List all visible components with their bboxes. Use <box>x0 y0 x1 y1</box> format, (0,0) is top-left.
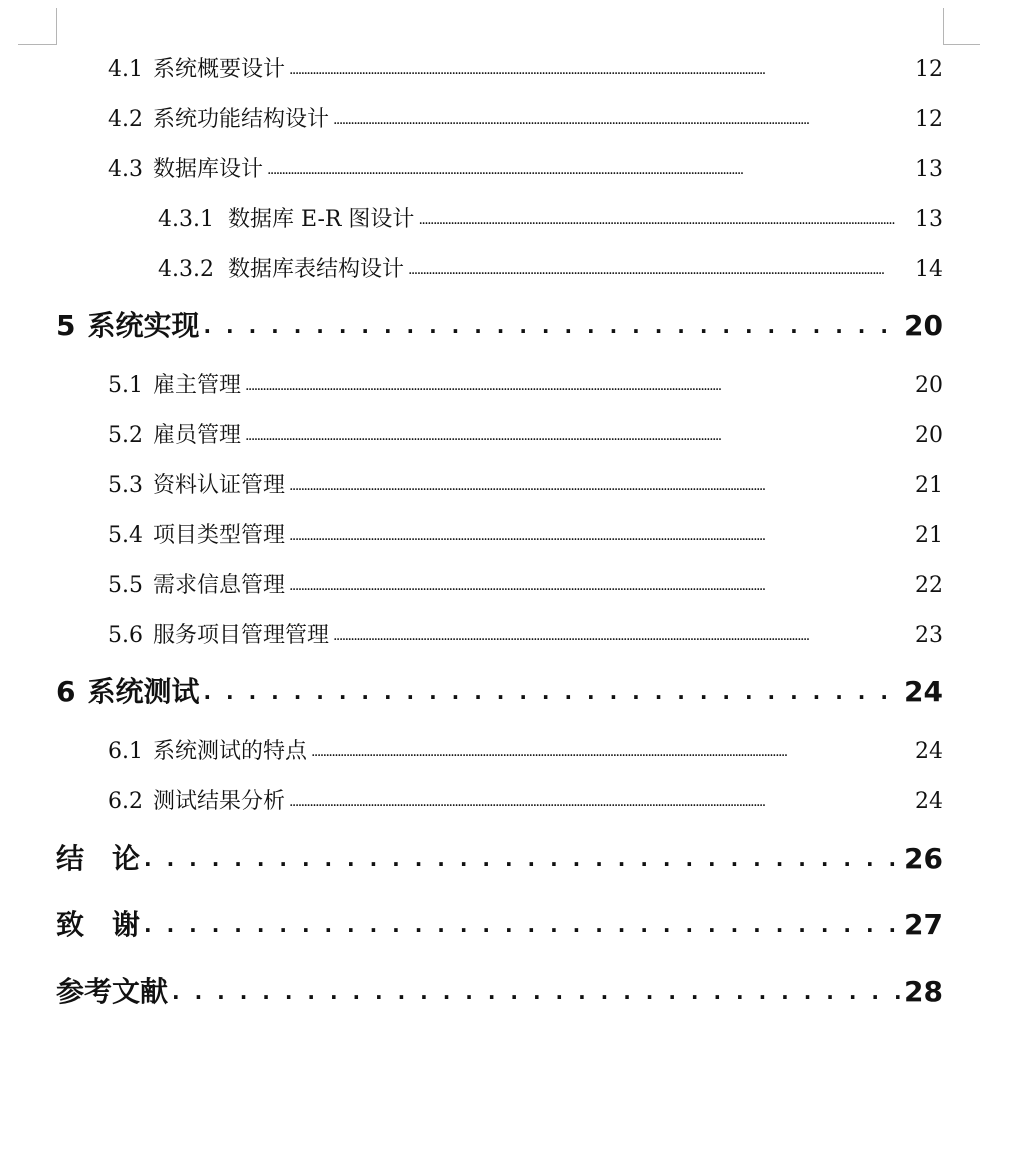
toc-leader-dots <box>289 787 911 817</box>
toc-number: 5 <box>56 309 76 342</box>
toc-number: 6.2 <box>108 789 143 814</box>
toc-title: 雇员管理 <box>153 423 242 448</box>
toc-leader-dots <box>245 371 911 401</box>
toc-entry-4-3-2[interactable] <box>158 255 943 285</box>
toc-number: 5.4 <box>108 523 143 548</box>
toc-number: 5.5 <box>108 573 143 598</box>
toc-entry-4-2[interactable] <box>108 105 943 135</box>
toc-page-number: 20 <box>915 423 943 448</box>
toc-page-number: 14 <box>915 257 943 282</box>
toc-conclusion[interactable] <box>56 839 943 879</box>
toc-page-number: 21 <box>915 473 943 498</box>
toc-page-number: 28 <box>904 975 943 1008</box>
toc-leader-dots <box>333 621 911 651</box>
toc-entry-5-4[interactable] <box>108 521 943 551</box>
toc-leader-dots <box>204 672 901 712</box>
toc-entry-4-3[interactable] <box>108 155 943 185</box>
toc-title: 数据库表结构设计 <box>227 257 404 282</box>
page-corner-mark-top-right <box>943 8 980 45</box>
toc-leader-dots <box>267 155 911 185</box>
toc-page-number: 24 <box>904 675 943 708</box>
toc-page-number: 23 <box>915 623 943 648</box>
toc-page-number: 22 <box>915 573 943 598</box>
toc-number: 4.2 <box>108 107 143 132</box>
toc-entry-5-3[interactable] <box>108 471 943 501</box>
toc-leader-dots <box>289 521 911 551</box>
toc-title: 数据库设计 <box>153 157 264 182</box>
toc-page-number: 13 <box>915 157 943 182</box>
toc-entry-5-1[interactable] <box>108 371 943 401</box>
toc-leader-dots <box>144 839 900 879</box>
toc-number: 4.3.1 <box>158 207 214 232</box>
toc-title: 项目类型管理 <box>153 523 286 548</box>
toc-leader-dots <box>204 306 901 346</box>
toc-page-number: 24 <box>915 739 943 764</box>
toc-title: 参考文献 <box>56 975 169 1008</box>
toc-page-number: 20 <box>915 373 943 398</box>
toc-entry-6-1[interactable] <box>108 737 943 767</box>
toc-leader-dots <box>245 421 911 451</box>
toc-leader-dots <box>289 55 911 85</box>
toc-number: 5.1 <box>108 373 143 398</box>
toc-title: 服务项目管理管理 <box>153 623 330 648</box>
toc-number: 5.3 <box>108 473 143 498</box>
toc-page-number: 21 <box>915 523 943 548</box>
toc-page-number: 12 <box>915 107 943 132</box>
toc-entry-4-3-1[interactable] <box>158 205 943 235</box>
toc-title: 系统实现 <box>87 309 200 342</box>
toc-title: 系统测试 <box>87 675 200 708</box>
toc-number: 6 <box>56 675 76 708</box>
toc-number: 6.1 <box>108 739 143 764</box>
toc-title: 结 论 <box>56 842 141 875</box>
toc-number: 5.2 <box>108 423 143 448</box>
toc-title: 资料认证管理 <box>153 473 286 498</box>
toc-entry-5-2[interactable] <box>108 421 943 451</box>
toc-page-number: 26 <box>904 842 943 875</box>
toc-entry-5-6[interactable] <box>108 621 943 651</box>
toc-number: 5.6 <box>108 623 143 648</box>
toc-number: 4.3.2 <box>158 257 214 282</box>
toc-title: 系统功能结构设计 <box>153 107 330 132</box>
toc-leader-dots <box>144 905 900 945</box>
toc-page-number: 24 <box>915 789 943 814</box>
toc-page-number: 27 <box>904 908 943 941</box>
toc-leader-dots <box>408 255 911 285</box>
toc-title: 致 谢 <box>56 908 141 941</box>
toc-number: 4.1 <box>108 57 143 82</box>
toc-entry-4-1[interactable] <box>108 55 943 85</box>
toc-title: 需求信息管理 <box>153 573 286 598</box>
toc-page-number: 12 <box>915 57 943 82</box>
toc-title: 数据库 E-R 图设计 <box>227 207 415 232</box>
toc-leader-dots <box>418 205 911 235</box>
toc-leader-dots <box>172 972 900 1012</box>
toc-title: 测试结果分析 <box>153 789 286 814</box>
toc-title: 系统概要设计 <box>153 57 286 82</box>
toc-chapter-6[interactable] <box>56 672 943 712</box>
page-corner-mark-top-left <box>18 8 57 45</box>
toc-number: 4.3 <box>108 157 143 182</box>
toc-leader-dots <box>311 737 911 767</box>
toc-acknowledgements[interactable] <box>56 905 943 945</box>
toc-leader-dots <box>289 471 911 501</box>
toc-title: 雇主管理 <box>153 373 242 398</box>
toc-references[interactable] <box>56 972 943 1012</box>
toc-leader-dots <box>289 571 911 601</box>
toc-leader-dots <box>333 105 911 135</box>
toc-entry-5-5[interactable] <box>108 571 943 601</box>
toc-page-number: 13 <box>915 207 943 232</box>
toc-page-number: 20 <box>904 309 943 342</box>
toc-title: 系统测试的特点 <box>153 739 308 764</box>
toc-chapter-5[interactable] <box>56 306 943 346</box>
toc-entry-6-2[interactable] <box>108 787 943 817</box>
